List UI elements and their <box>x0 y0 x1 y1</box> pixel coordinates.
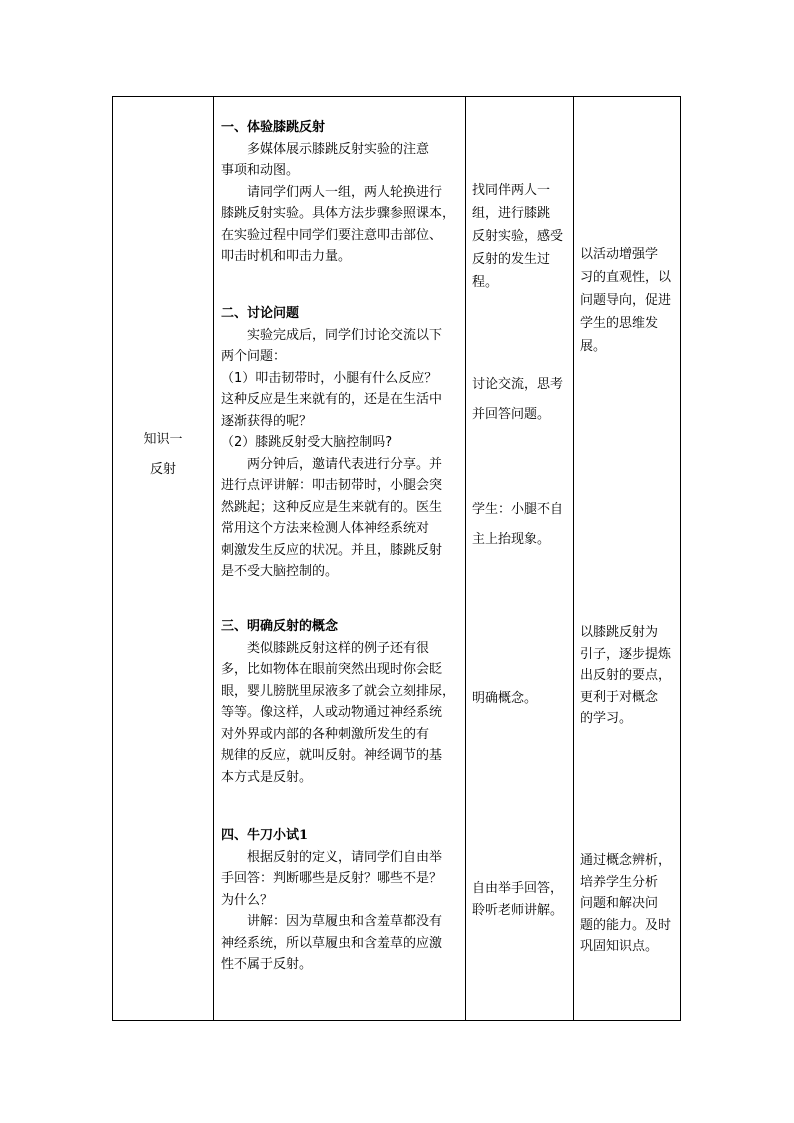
text-line: 的学习。 <box>580 711 633 726</box>
column-divider <box>465 97 466 1020</box>
text-line: 多，比如物体在眼前突然出现时你会眨 <box>221 662 443 677</box>
text-line: 习的直观性，以 <box>580 270 672 285</box>
student-activity-2 <box>472 370 570 430</box>
text-line: 两分钟后，邀请代表进行分享。并 <box>247 456 443 472</box>
text-line: 自由举手回答， <box>472 881 564 896</box>
section-label-line: 反射 <box>149 462 176 477</box>
text-line: 神经系统，所以草履虫和含羞草的应激 <box>221 935 443 951</box>
text-line: 问题和解决问 <box>580 896 659 911</box>
text-line: 根据反射的定义，请同学们自由举 <box>247 849 443 865</box>
text-line: 类似膝跳反射这样的例子还有很 <box>247 640 430 656</box>
text-line: 是不受大脑控制的。 <box>221 564 339 579</box>
section-heading: 三、明确反射的概念 <box>221 619 339 634</box>
text-line: 引子，逐步提炼 <box>580 646 672 662</box>
text-line: 题的能力。及时 <box>580 917 672 933</box>
text-line: 明确概念。 <box>472 691 538 706</box>
text-line: 出反射的要点， <box>580 668 672 683</box>
text-line: 等等。像这样，人或动物通过神经系统 <box>221 705 443 720</box>
text-line: 通过概念辨析， <box>580 853 672 868</box>
section-label <box>113 425 213 485</box>
section-heading: 一、体验膝跳反射 <box>221 120 326 135</box>
text-line: 反射的发生过 <box>472 252 551 267</box>
column-divider <box>573 97 574 1020</box>
text-line: 两个问题： <box>221 349 287 364</box>
text-line: 更利于对概念 <box>580 689 659 705</box>
text-line: 聆听老师讲解。 <box>472 902 564 918</box>
student-activity-1 <box>472 179 570 294</box>
section-heading: 二、讨论问题 <box>221 306 300 321</box>
student-activity-4 <box>472 688 570 710</box>
text-line: 刺激发生反应的状况。并且，膝跳反射 <box>221 542 443 558</box>
text-line: 性不属于反射。 <box>221 957 313 972</box>
text-line: 反射实验，感受 <box>472 229 564 244</box>
text-line: 学生的思维发 <box>580 316 659 331</box>
text-line: 这种反应是生来就有的，还是在生活中 <box>221 392 443 407</box>
teacher-block-3 <box>221 616 461 788</box>
text-line: 膝跳反射实验。具体方法步骤参照课本， <box>221 206 456 221</box>
text-line: 巩固知识点。 <box>580 939 659 954</box>
section-heading: 四、牛刀小试1 <box>221 828 309 843</box>
text-line: 为什么？ <box>221 892 274 908</box>
text-line: 在实验过程中同学们要注意叩击部位、 <box>221 227 443 243</box>
teacher-block-4 <box>221 825 461 976</box>
text-line: 学生：小腿不自 <box>472 502 564 517</box>
student-activity-5 <box>472 878 570 921</box>
text-line: 眼，婴儿膀胱里尿液多了就会立刻排尿， <box>221 683 456 699</box>
teacher-block-1 <box>221 117 461 268</box>
text-line: 组，进行膝跳 <box>472 206 551 221</box>
text-line: （1）叩击韧带时，小腿有什么反应？ <box>221 370 438 386</box>
section-label-line: 知识一 <box>143 432 183 447</box>
design-intent-2 <box>580 622 680 730</box>
text-line: 以活动增强学 <box>580 247 659 262</box>
teacher-block-2 <box>221 303 461 583</box>
text-line: 规律的反应，就叫反射。神经调节的基 <box>221 748 443 763</box>
text-line: 讨论交流，思考 <box>472 377 564 392</box>
lesson-table <box>112 96 681 1021</box>
text-line: 然跳起；这种反应是生来就有的。医生 <box>221 499 443 515</box>
text-line: 逐渐获得的呢？ <box>221 413 313 429</box>
text-line: 对外界或内部的各种刺激所发生的有 <box>221 726 430 742</box>
text-line: 多媒体展示膝跳反射实验的注意 <box>247 141 430 157</box>
text-line: 程。 <box>472 275 499 290</box>
text-line: 常用这个方法来检测人体神经系统对 <box>221 521 430 536</box>
text-line: 并回答问题。 <box>472 407 551 422</box>
text-line: 请同学们两人一组，两人轮换进行 <box>247 184 443 200</box>
text-line: 问题导向，促进 <box>580 293 672 308</box>
text-line: 手回答：判断哪些是反射？哪些不是？ <box>221 871 443 886</box>
design-intent-1 <box>580 243 680 358</box>
student-activity-3 <box>472 495 570 555</box>
text-line: 事项和动图。 <box>221 163 300 178</box>
text-line: 实验完成后，同学们讨论交流以下 <box>247 327 443 343</box>
design-intent-3 <box>580 850 680 958</box>
text-line: （2）膝跳反射受大脑控制吗? <box>221 435 393 450</box>
text-line: 找同伴两人一 <box>472 183 551 198</box>
text-line: 培养学生分析 <box>580 874 659 890</box>
text-line: 展。 <box>580 339 607 354</box>
text-line: 进行点评讲解：叩击韧带时，小腿会突 <box>221 478 443 493</box>
text-line: 叩击时机和叩击力量。 <box>221 249 352 264</box>
text-line: 本方式是反射。 <box>221 769 313 785</box>
text-line: 以膝跳反射为 <box>580 625 659 640</box>
text-line: 讲解：因为草履虫和含羞草都没有 <box>247 914 443 929</box>
column-divider <box>213 97 214 1020</box>
text-line: 主上抬现象。 <box>472 532 551 547</box>
